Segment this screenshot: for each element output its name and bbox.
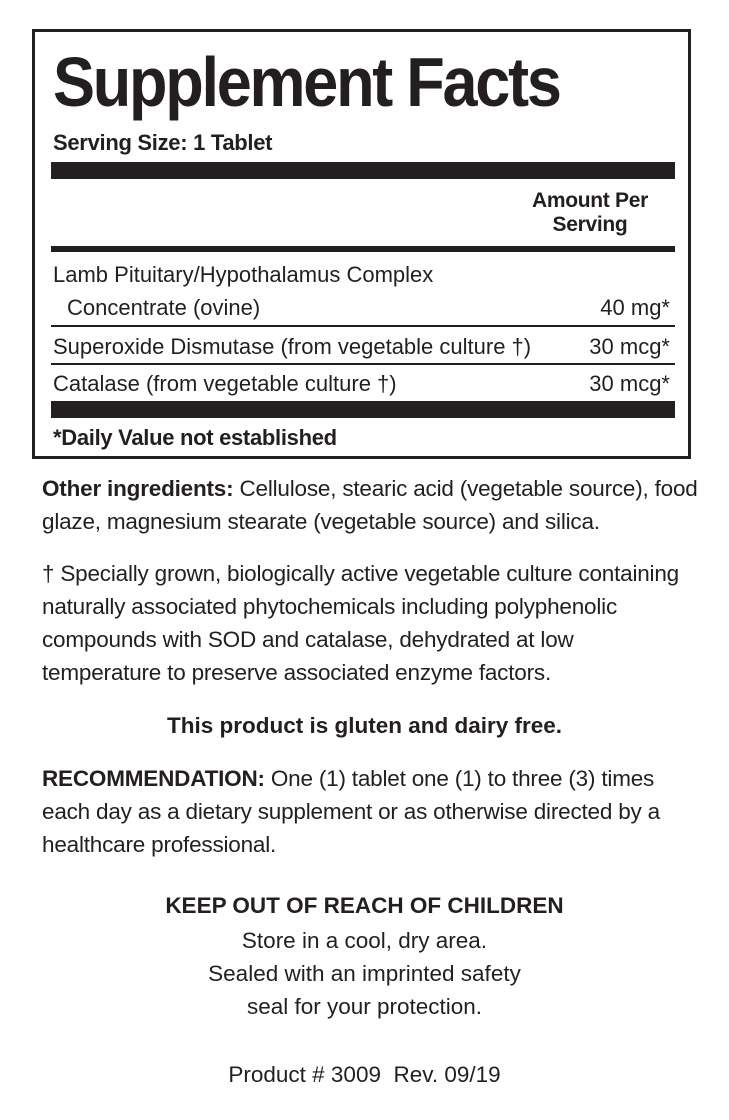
thick-divider-top (51, 162, 675, 179)
row-divider (51, 363, 675, 365)
nutrient-name: Superoxide Dismutase (from vegetable culture †) (53, 334, 532, 359)
amount-header-line1: Amount Per (531, 189, 648, 212)
amount-header-line2: Serving (552, 213, 628, 236)
amount-per-serving-header (520, 189, 660, 237)
nutrient-name (53, 258, 433, 324)
storage-line: Store in a cool, dry area. (241, 928, 488, 953)
daily-value-footnote: *Daily Value not established (53, 425, 337, 450)
nutrient-name-line2: Concentrate (ovine) (67, 295, 261, 320)
serving-size: Serving Size: 1 Tablet (53, 130, 273, 155)
product-info: Product # 3009 Rev. 09/19 (228, 1062, 501, 1087)
other-ingredients-label: Other ingredients: (42, 476, 234, 501)
nutrient-name-line1: Lamb Pituitary/Hypothalamus Complex (53, 262, 434, 287)
other-ingredients-text: Cellulose, stearic acid (vegetable source), food glaze, magnesium stearate (vegetable source) and silica. (42, 476, 698, 534)
nutrient-row (53, 258, 670, 324)
seal-line-2: seal for your protection. (246, 994, 483, 1019)
nutrient-row (53, 330, 670, 363)
warning-heading: KEEP OUT OF REACH OF CHILDREN (165, 893, 564, 918)
supplement-facts-panel (32, 29, 691, 459)
thick-divider-bottom (51, 401, 675, 418)
nutrient-amount: 30 mcg* (589, 371, 670, 396)
nutrient-row (53, 367, 670, 400)
other-ingredients (42, 472, 702, 538)
seal-line-1: Sealed with an imprinted safety (208, 961, 521, 986)
recommendation (42, 762, 702, 861)
nutrient-amount: 40 mg* (600, 295, 670, 320)
medium-divider (51, 246, 675, 252)
nutrient-name: Catalase (from vegetable culture †) (53, 371, 397, 396)
row-divider (51, 325, 675, 327)
dagger-note: † Specially grown, biologically active vegetable culture containing naturally associated phytochemicals including polyphenolic compounds with SOD and catalase, dehydrated at low temperature to preserve associated enzyme factors. (42, 561, 679, 685)
recommendation-text: One (1) tablet one (1) to three (3) times each day as a dietary supplement or as otherwise directed by a healthcare professional. (42, 766, 660, 857)
gluten-statement: This product is gluten and dairy free. (166, 713, 563, 738)
nutrient-amount: 30 mcg* (589, 334, 670, 359)
recommendation-label: RECOMMENDATION: (42, 766, 265, 791)
panel-title: Supplement Facts (53, 43, 560, 121)
